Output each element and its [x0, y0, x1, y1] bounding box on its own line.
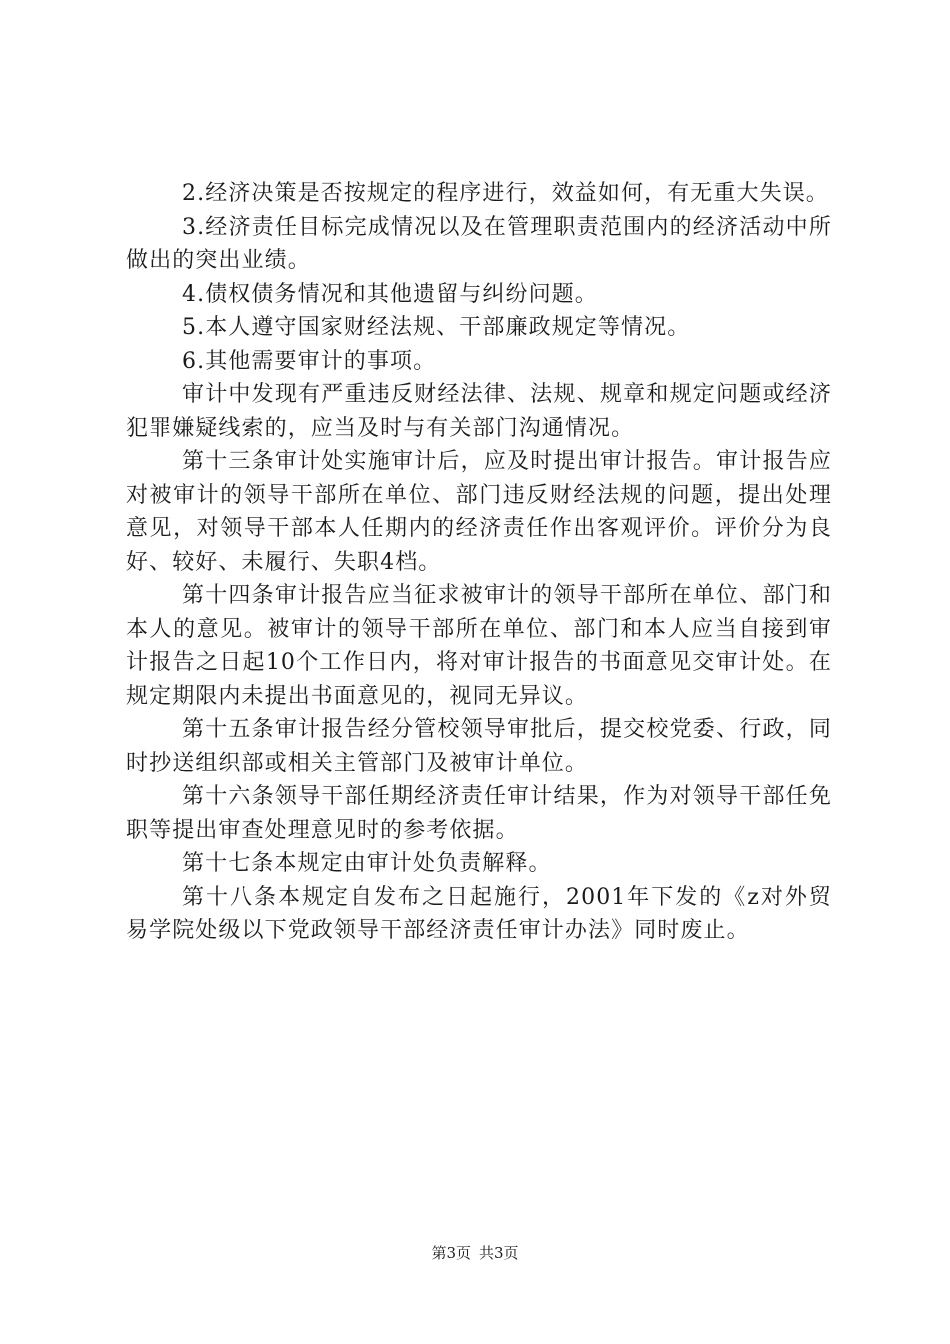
page-footer [0, 1243, 950, 1263]
paragraph-article-16: 第十六条领导干部任期经济责任审计结果，作为对领导干部任免职等提出审查处理意见时的参考依据。 [126, 784, 832, 843]
paragraph-audit-findings: 审计中发现有严重违反财经法律、法规、规章和规定问题或经济犯罪嫌疑线索的，应当及时与有关部门沟通情况。 [126, 382, 832, 441]
paragraph-item-4: 4.债权债务情况和其他遗留与纠纷问题。 [182, 281, 598, 307]
page-number-total: 共3页 [479, 1244, 519, 1262]
document-body [126, 177, 832, 948]
page-number-current: 第3页 [431, 1244, 471, 1262]
paragraph-article-14: 第十四条审计报告应当征求被审计的领导干部所在单位、部门和本人的意见。被审计的领导干部所在单位、部门和本人应当自接到审计报告之日起10个工作日内，将对审计报告的书面意见交审计处。在规定期限内未提出书面意见的，视同无异议。 [126, 583, 832, 709]
paragraph-item-5: 5.本人遵守国家财经法规、干部廉政规定等情况。 [182, 315, 691, 340]
paragraph-item-2: 2.经济决策是否按规定的程序进行，效益如何，有无重大失误。 [182, 181, 829, 206]
paragraph-article-17: 第十七条本规定由审计处负责解释。 [182, 851, 552, 876]
paragraph-article-15: 第十五条审计报告经分管校领导审批后，提交校党委、行政，同时抄送组织部或相关主管部门及被审计单位。 [126, 717, 832, 776]
paragraph-item-3: 3.经济责任目标完成情况以及在管理职责范围内的经济活动中所做出的突出业绩。 [126, 214, 832, 273]
paragraph-article-18: 第十八条本规定自发布之日起施行，2001年下发的《z对外贸易学院处级以下党政领导干部经济责任审计办法》同时废止。 [126, 884, 832, 943]
paragraph-article-13: 第十三条审计处实施审计后，应及时提出审计报告。审计报告应对被审计的领导干部所在单位、部门违反财经法规的问题，提出处理意见，对领导干部本人任期内的经济责任作出客观评价。评价分为良好、较好、未履行、失职4档。 [126, 449, 832, 575]
paragraph-item-6: 6.其他需要审计的事项。 [182, 348, 437, 374]
